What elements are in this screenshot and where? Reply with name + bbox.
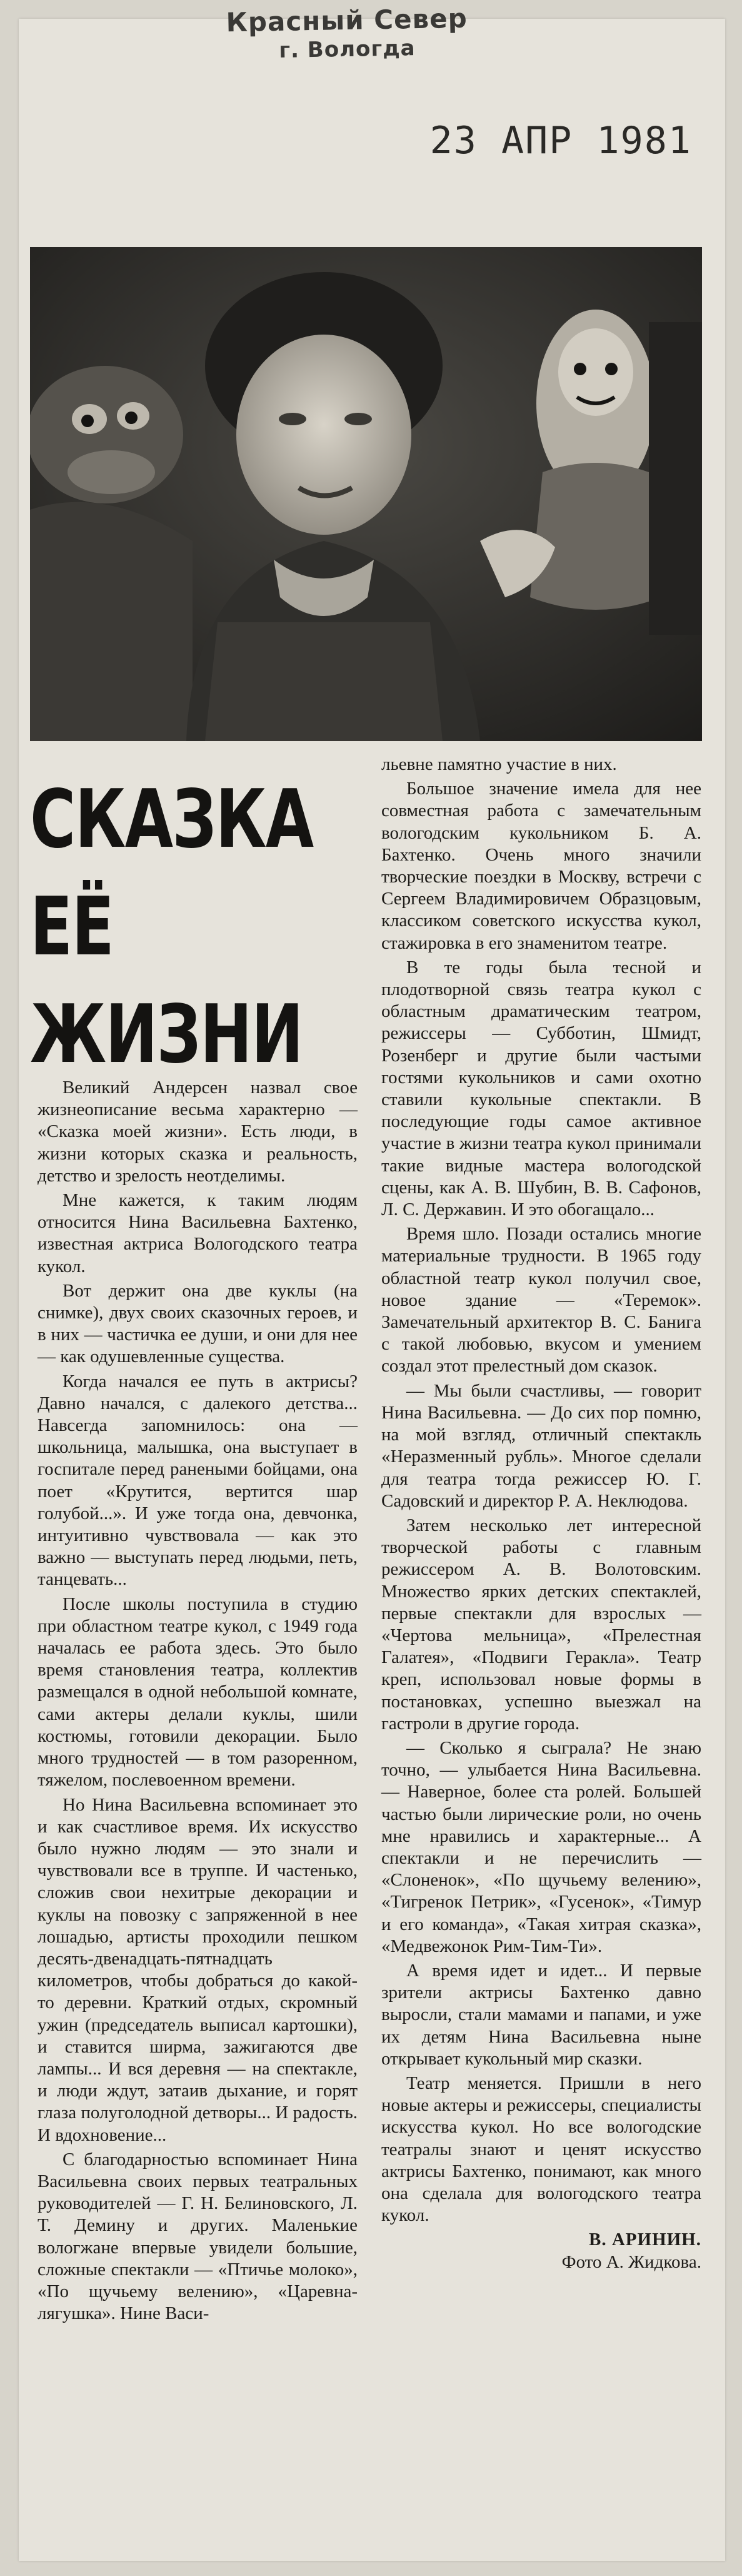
paragraph: В те годы была тесной и плодотворной связь театра кукол с областным драматическим театром, режиссеры — Субботин, Шмидт, Розенберг и другие были частыми гостями кукольников и сами охотно ставили кукольные спектакли. В последующие годы самое активное участие в жизни театра кукол принимали такие видные мастера вологодской сцены, как А. В. Шубин, В. В. Сафонов, Л. С. Державин. И это обогащало... [381,957,701,1220]
paragraph: Театр меняется. Пришли в него новые актеры и режиссеры, специалисты искусства кукол. Но все вологодские театралы знают и ценят искусство актрисы Бахтенко, понимают, как много она сделала для вологодского театра кукол. [381,2073,701,2226]
article-photo [30,247,702,741]
article-headline [30,766,313,1089]
article-column-right [381,754,701,2273]
paragraph: С благодарностью вспоминает Нина Васильевна своих первых театральных руководителей — Г. Н. Белиновского, Л. Т. Демину и других. Маленькие вологжане впервые увидели большие, сложные спектакли — «Птичье молоко», «По щучьему велению», «Царевна-лягушка». Нине Васи- [38,2149,358,2324]
paragraph: Но Нина Васильевна вспоминает это и как счастливое время. Их искусство было нужно людям — это знали и чувствовали все в труппе. И частенько, сложив свои нехитрые декорации и куклы на повозку с запряженной в нее лошадью, артисты проходили пешком десять-двенадцать-пятнадцать километров, чтобы добраться до какой-то деревни. Краткий отдых, скромный ужин (председатель выписал картошки), и ставится ширма, зажигаются две лампы... И вся деревня — на спектакле, и люди ждут, затаив дыхание, и горят глаза полуголодной детворы... И радость. И вдохновение... [38,1794,358,2145]
article-column-left [38,1077,358,2325]
paragraph: льевне памятно участие в них. [381,754,617,774]
photo-of-actress-with-puppets-icon [30,247,702,741]
paragraph: Когда начался ее путь в актрисы? Давно начался, с далекого детства... Навсегда запомнилось: она — школьница, малышка, она выступает в госпитале перед ранеными бойцами, она поет «Крутится, вертится шар голубой...». И уже тогда она, девчонка, интуитивно чувствовала — как это важно — выступать перед людьми, петь, танцевать... [38,1371,358,1590]
headline-line-3: ЖИЗНИ [30,988,303,1081]
paragraph: Большое значение имела для нее совместная работа с замечательным вологодским кукольником Б. А. Бахтенко. Очень много значили творческие поездки в Москву, встречи с Сергеем Владимировичем Образцовым, классиком советского искусства кукол, стажировка в его знаменитом театре. [381,779,701,953]
paragraph: После школы поступила в студию при областном театре кукол, с 1949 года началась ее работа здесь. Это было время становления театра, коллектив размещался в одной небольшой комнате, сами актеры делали куклы, шили костюмы, готовили декорации. Было много трудностей — в том разоренном, тяжелом, послевоенном времени. [38,1594,358,1791]
paragraph: Мне кажется, к таким людям относится Нина Васильевна Бахтенко, известная актриса Вологодского театра кукол. [38,1190,358,1276]
paragraph: Затем несколько лет интересной творческой работы с главным режиссером А. В. Волотовским. Множество ярких детских спектаклей, первые спектакли для взрослых — «Чертова мельница», «Прелестная Галатея», «Подвиги Геракла». Театр креп, использовал новые формы в постановках, успешно выезжал на гастроли в другие города. [381,1515,701,1734]
paragraph: Вот держит она две куклы (на снимке), двух своих сказочных героев, и в них — частичка ее души, и они для нее — как одушевленные существа. [38,1280,358,1367]
newspaper-city: г. Вологда [279,36,416,63]
paragraph: Великий Андерсен назвал свое жизнеописание весьма характерно — «Сказка моей жизни». Есть люди, в жизни которых сказка и реальность, детство и зрелость неотделимы. [38,1078,358,1186]
headline-line-2: ЕЁ [30,881,114,974]
paragraph: — Мы были счастливы, — говорит Нина Васильевна. — До сих пор помню, на мой взгляд, отличный спектакль «Неразменный рубль». Многое сделали для театра тогда режиссер Ю. Г. Садовский и директор Р. А. Неклюдова. [381,1380,701,1511]
headline-line-1: СКАЗКА [30,773,313,866]
photo-credit: Фото А. Жидкова. [561,2251,701,2272]
newspaper-name: Красный Север [226,3,468,38]
newspaper-stamp [215,3,479,64]
paragraph: А время идет и идет... И первые зрители актрисы Бахтенко давно выросли, стали мамами и папами, и уже их детям Нина Васильевна ныне открывает кукольный мир сказки. [381,1960,701,2069]
paragraph: Время шло. Позади остались многие материальные трудности. В 1965 году областной театр кукол получил свое, новое здание — «Теремок». Замечательный архитектор В. С. Банига с такой любовью, вкусом и умением создал этот прелестный дом сказок. [381,1224,701,1376]
date-stamp: 23 АПР 1981 [429,119,692,163]
paragraph: — Сколько я сыграла? Не знаю точно, — улыбается Нина Васильевна. — Наверное, более ста ролей. Большей частью были лирические роли, но очень мне нравились и характерные... А спектакли и не перечислить — «Слоненок», «По щучьему велению», «Тигренок Петрик», «Гусенок», «Тимур и его команда», «Такая хитрая сказка», «Медвежонок Рим-Тим-Ти». [381,1737,701,1956]
author-signature: В. АРИНИН. [589,2230,701,2250]
